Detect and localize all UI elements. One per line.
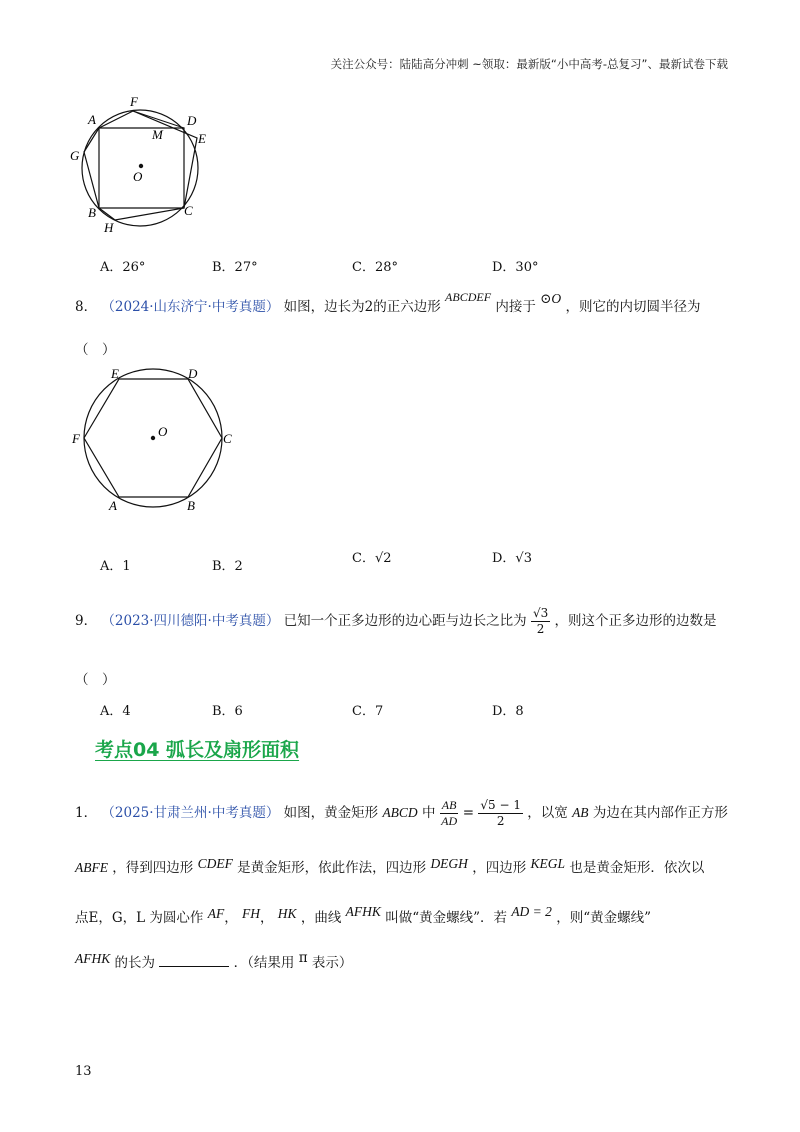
q9-option-b: B．6 [212,704,243,719]
q1-fraction-left-den: AD [441,814,458,828]
q8-text-3: ，则它的内切圆半径为 [565,299,701,315]
q8-text-2: 内接于 [495,299,536,315]
q9-source-tag: （2023·四川德阳·中考真题） [101,613,280,629]
q1-text-2: 中 [421,805,436,821]
q1-math-abfe: ABFE [75,860,108,875]
q9-option-c: C．7 [352,704,384,719]
q1-pi-symbol: π [298,950,308,966]
section-heading: 考点04 弧长及扇形面积 [95,739,300,761]
q8-number: 8． [75,299,98,315]
q7-label-E: E [198,131,206,146]
q1-math-afhk-2: AFHK [75,951,111,966]
q7-option-c: C．28° [352,260,398,275]
q1-l3-text-3: 叫做“黄金螺线”．若 [385,910,508,926]
q7-label-F: F [130,94,138,109]
q7-option-d: D．30° [492,260,539,275]
q1-line-4 [75,951,352,971]
q1-fraction-left-num: AB [441,798,457,812]
q8-label-O: O [158,424,168,439]
q1-math-kegl: KEGL [530,856,566,871]
q1-l3-text-4: ，则“黄金螺线” [556,910,652,926]
q9-fraction-denominator: 2 [536,622,545,636]
q1-fraction-right-den: 2 [496,814,505,828]
q7-label-B: B [88,205,96,220]
q1-text-1: 如图，黄金矩形 [283,805,379,821]
q8-option-c: C．√2 [352,551,392,566]
q1-l2-text-1: ，得到四边形 [112,860,194,876]
q8-label-B: B [187,498,195,513]
q8-text-1: 如图，边长为2的正六边形 [283,299,441,315]
q9-fraction-numerator: √3 [532,606,549,620]
q1-text-4: 为边在其内部作正方形 [592,805,728,821]
q1-math-afhk: AFHK [345,904,381,919]
q8-math-circle: ⊙O [540,291,562,306]
q1-math-cdef: CDEF [197,856,233,871]
q1-answer-blank[interactable] [159,954,229,967]
q9-answer-paren: （ ） [75,672,116,688]
q1-line-1 [75,798,728,829]
q8-source-tag: （2024·山东济宁·中考真题） [101,299,280,315]
q1-text-3: ，以宽 [527,805,568,821]
q7-label-G: G [70,148,80,163]
q8-figure [65,360,245,520]
q1-line-3: 点E，G，L 为圆心作 AF， FH， HK ，曲线 AFHK 叫做“黄金螺线”．若 AD = 2 ，则“黄金螺线” [75,904,652,926]
q1-l4-text-1: 的长为 [114,955,156,971]
q7-label-A: A [88,112,96,127]
q7-label-D: D [187,113,197,128]
q7-label-M: M [152,127,163,142]
q7-figure [60,92,220,237]
q1-math-abcd: ABCD [382,805,418,820]
q1-math-degh: DEGH [430,856,468,871]
q8-stem [75,290,701,315]
q8-label-A: A [109,498,117,513]
q1-fraction-right [478,798,523,829]
q7-option-b: B．27° [212,260,258,275]
q9-fraction [531,606,550,637]
q1-line-2 [75,856,704,876]
q1-arc-af: AF [207,906,225,921]
q1-l4-text-3: 表示） [311,955,353,971]
q1-arc-hk: HK [277,906,297,921]
q9-text-1: 已知一个正多边形的边心距与边长之比为 [283,613,527,629]
q1-equals: = [462,805,475,821]
q9-text-2: ，则这个正多边形的边数是 [554,613,717,629]
q1-number: 1． [75,805,98,821]
q8-label-F: F [72,431,80,446]
q7-label-H: H [104,220,114,235]
q1-arc-fh: FH [242,906,260,921]
q8-label-E: E [111,366,119,381]
q1-math-ad-eq-2: AD = 2 [511,904,552,919]
q7-label-O: O [133,169,143,184]
q1-l2-text-2: 是黄金矩形，依此作法，四边形 [237,860,427,876]
q8-option-b: B．2 [212,559,243,574]
q8-answer-paren: （ ） [75,342,116,358]
q1-l4-text-2: ．（结果用 [233,955,295,971]
q1-l3-text-1: 点E，G，L 为圆心作 [75,910,204,926]
q9-option-a: A．4 [100,704,131,719]
q1-fraction-right-num: √5 − 1 [480,798,521,812]
q9-stem [75,606,717,637]
q1-l3-text-2: ，曲线 [300,910,342,926]
q7-option-a: A．26° [100,260,146,275]
q9-number: 9． [75,613,98,629]
q8-option-d: D．√3 [492,551,532,566]
q8-math-hexagon: ABCDEF [445,290,492,304]
header-notice: 关注公众号：陆陆高分冲刺 ~领取：最新版“小中高考-总复习”、最新试卷下载 [330,57,728,71]
q1-source-tag: （2025·甘肃兰州·中考真题） [101,805,280,821]
q9-option-d: D．8 [492,704,524,719]
q1-l2-text-4: 也是黄金矩形．依次以 [569,860,705,876]
q8-label-D: D [188,366,198,381]
q1-fraction-left [440,798,459,829]
q1-math-ab: AB [572,805,589,820]
page-number: 13 [75,1064,92,1079]
q8-option-a: A．1 [100,559,131,574]
q7-label-C: C [184,203,193,218]
q8-label-C: C [223,431,232,446]
q1-l2-text-3: ，四边形 [472,860,527,876]
